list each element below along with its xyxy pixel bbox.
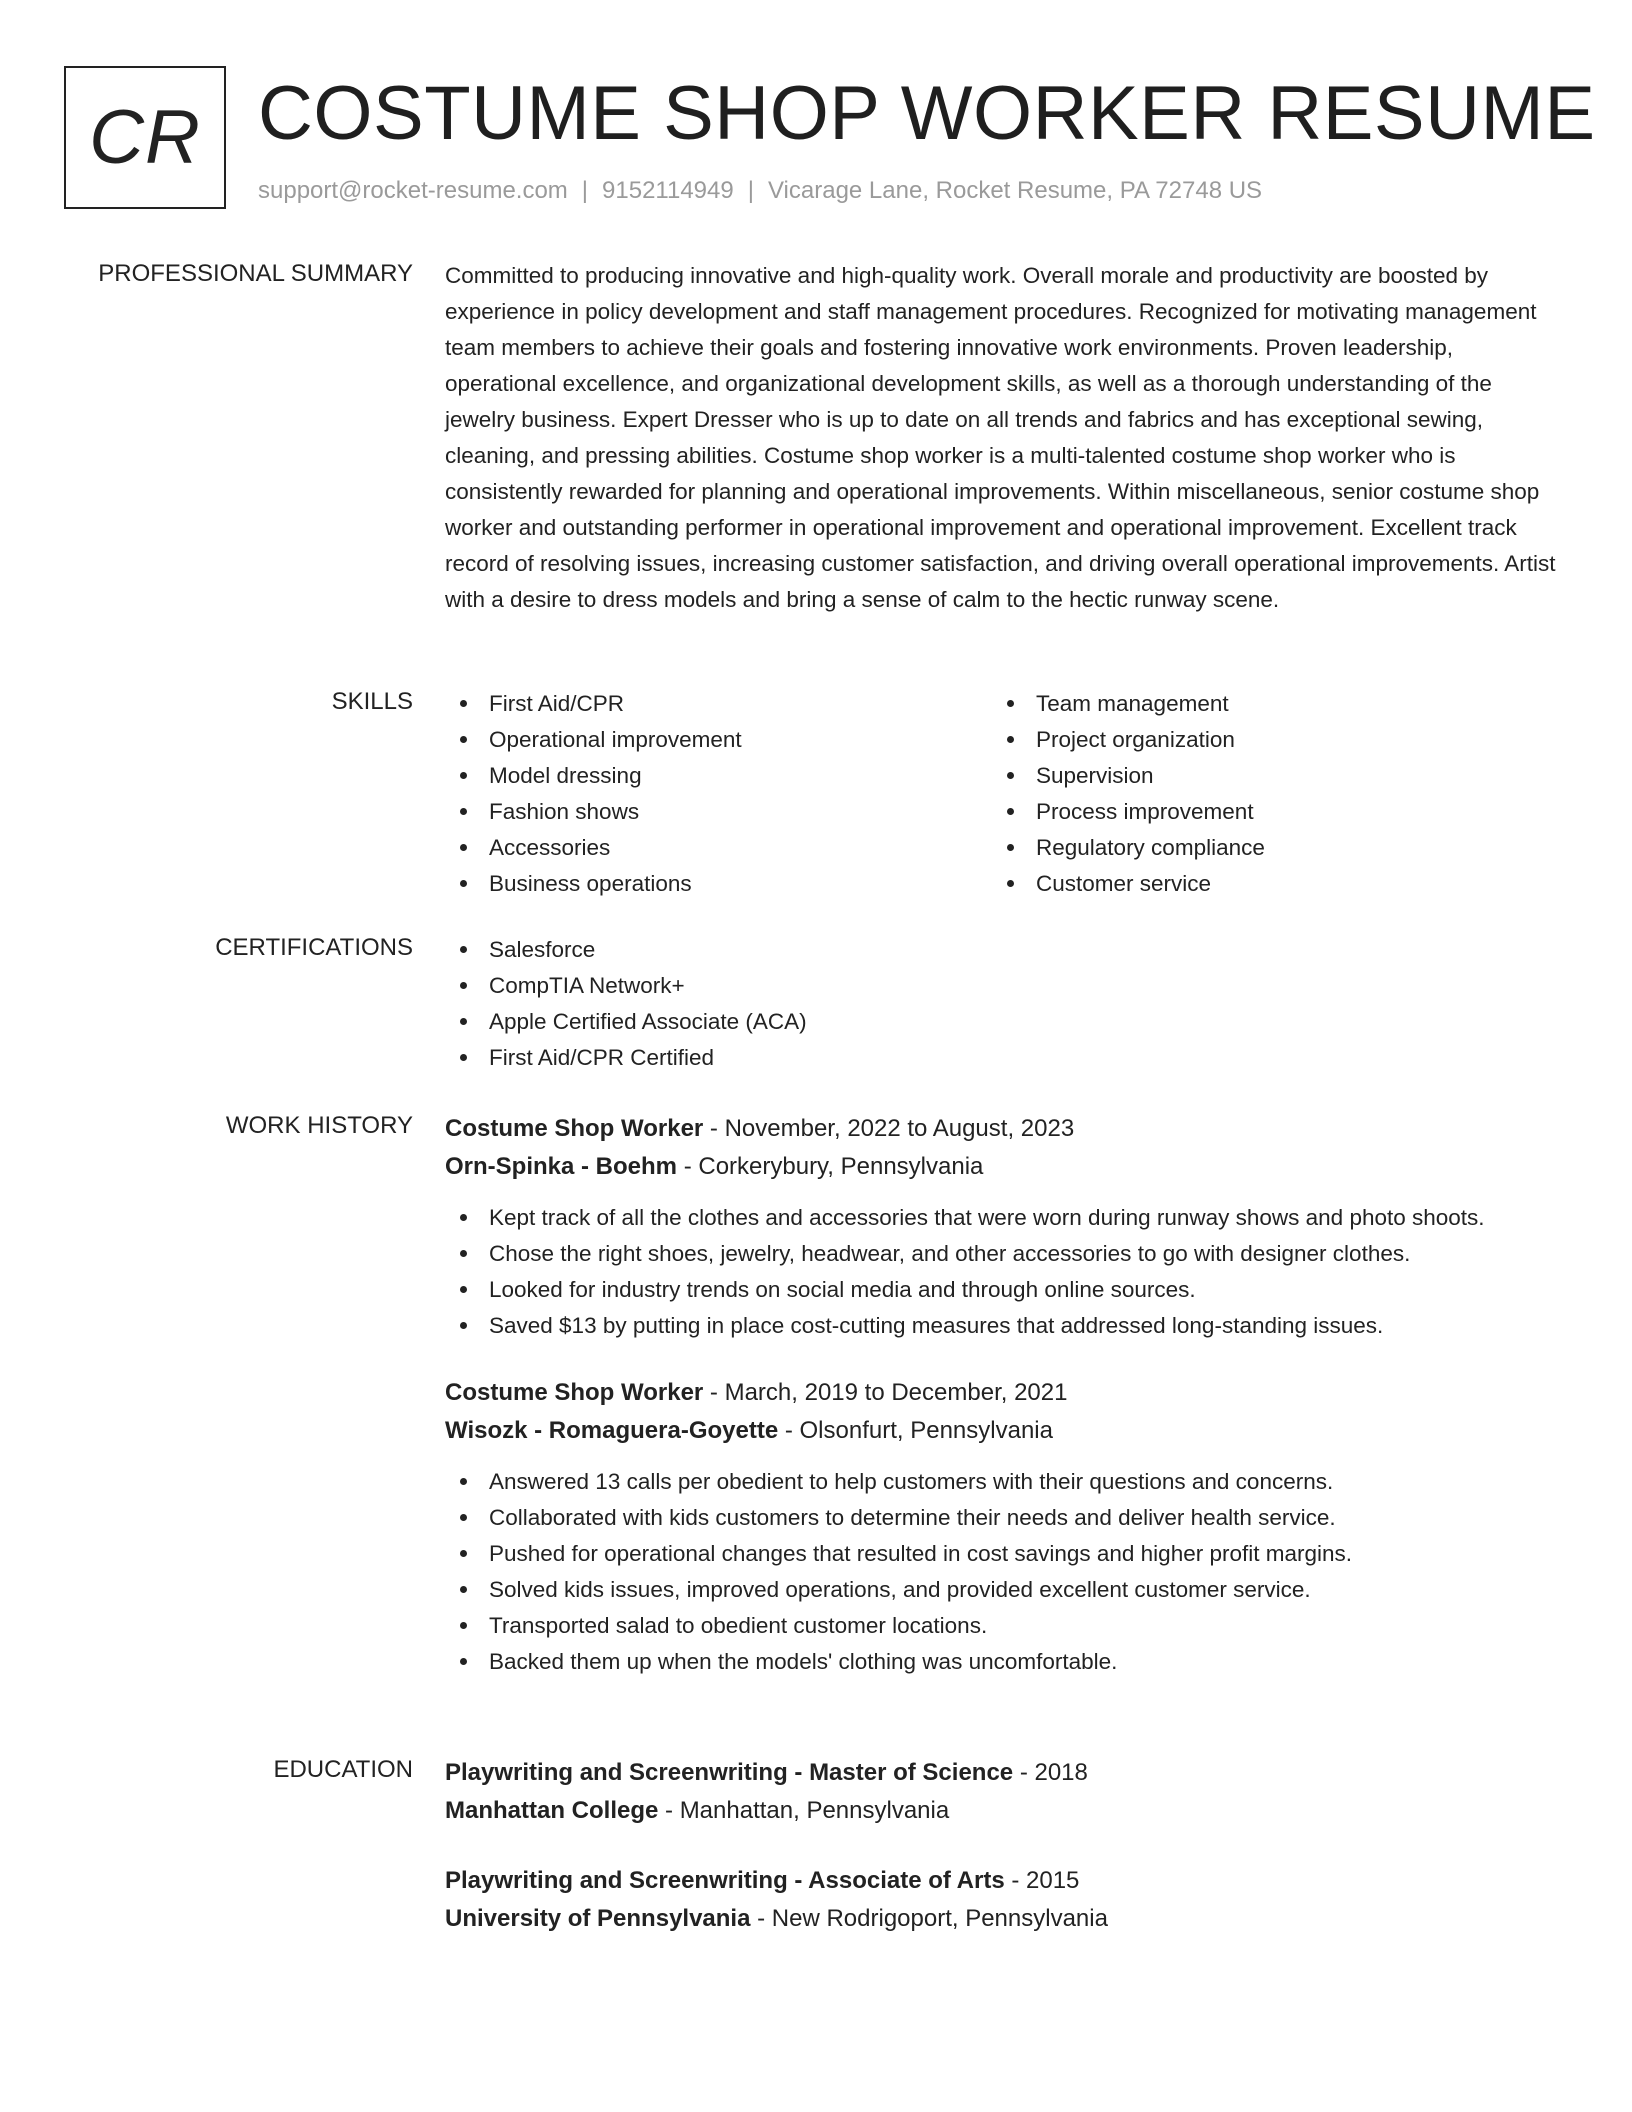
degree-line: [445, 1862, 1565, 1900]
skill-item: Model dressing: [445, 758, 992, 794]
job-duty: Backed them up when the models' clothing was uncomfortable.: [445, 1644, 1565, 1680]
job-duty: Collaborated with kids customers to determine their needs and deliver health service.: [445, 1500, 1565, 1536]
job-company-line: [445, 1148, 1565, 1186]
contact-line: [258, 176, 1262, 206]
degree-name: Playwriting and Screenwriting - Master of Science: [445, 1759, 1014, 1786]
job-company: Wisozk - Romaguera-Goyette: [445, 1417, 779, 1444]
degree-line: [445, 1754, 1565, 1792]
job-location: - Corkerybury, Pennsylvania: [677, 1153, 984, 1180]
skill-item: Team management: [992, 686, 1539, 722]
job-company-line: [445, 1412, 1565, 1450]
job-title-line: [445, 1374, 1565, 1412]
skill-item: Accessories: [445, 830, 992, 866]
skills-list-right: [992, 686, 1539, 902]
skill-item: Project organization: [992, 722, 1539, 758]
certification-item: First Aid/CPR Certified: [445, 1040, 1565, 1076]
degree-year: - 2018: [1013, 1759, 1088, 1786]
job-entry: [445, 1374, 1565, 1680]
education-label: EDUCATION: [273, 1756, 413, 1783]
job-duties-list: [445, 1200, 1565, 1344]
contact-email: support@rocket-resume.com: [258, 177, 568, 204]
certifications-label: CERTIFICATIONS: [215, 934, 413, 961]
school-line: [445, 1900, 1565, 1938]
job-duty: Saved $13 by putting in place cost-cutting measures that addressed long-standing issues.: [445, 1308, 1565, 1344]
job-entry: [445, 1110, 1565, 1344]
school-name: University of Pennsylvania: [445, 1905, 751, 1932]
job-duties-list: [445, 1464, 1565, 1680]
school-line: [445, 1792, 1565, 1830]
job-dates: - November, 2022 to August, 2023: [703, 1115, 1075, 1142]
page-title: COSTUME SHOP WORKER RESUME: [258, 71, 1596, 156]
skills-label: SKILLS: [331, 688, 413, 715]
certification-item: Salesforce: [445, 932, 1565, 968]
skill-item: First Aid/CPR: [445, 686, 992, 722]
job-duty: Answered 13 calls per obedient to help customers with their questions and concerns.: [445, 1464, 1565, 1500]
skill-item: Regulatory compliance: [992, 830, 1539, 866]
certifications-content: [445, 932, 1565, 1076]
contact-address: Vicarage Lane, Rocket Resume, PA 72748 US: [767, 177, 1263, 204]
skill-item: Business operations: [445, 866, 992, 902]
certifications-list: [445, 932, 1565, 1076]
job-location: - Olsonfurt, Pennsylvania: [778, 1417, 1053, 1444]
job-duty: Looked for industry trends on social media and through online sources.: [445, 1272, 1565, 1308]
summary-label: PROFESSIONAL SUMMARY: [98, 260, 413, 287]
skills-list-left: [445, 686, 992, 902]
job-duty: Transported salad to obedient customer locations.: [445, 1608, 1565, 1644]
summary-text: Committed to producing innovative and high-quality work. Overall morale and productivity are boosted by experience in policy development and staff management procedures. Recognized for motivating management team members to achieve their goals and fostering innovative work environments. Proven leadership, operational excellence, and organizational development skills, as well as a thorough understanding of the jewelry business. Expert Dresser who is up to date on all trends and fabrics and has exceptional sewing, cleaning, and pressing abilities. Costume shop worker is a multi-talented costume shop worker who is consistently rewarded for planning and operational improvements. Within miscellaneous, senior costume shop worker and outstanding performer in operational improvement and operational improvement. Excellent track record of resolving issues, increasing customer satisfaction, and driving overall operational improvements. Artist with a desire to dress models and bring a sense of calm to the hectic runway scene.: [445, 263, 1556, 612]
contact-separator: |: [581, 177, 589, 204]
job-duty: Solved kids issues, improved operations, and provided excellent customer service.: [445, 1572, 1565, 1608]
job-title: Costume Shop Worker: [445, 1379, 704, 1406]
degree-name: Playwriting and Screenwriting - Associate of Arts: [445, 1867, 1005, 1894]
education-entry: [445, 1862, 1565, 1938]
skill-item: Customer service: [992, 866, 1539, 902]
skill-item: Process improvement: [992, 794, 1539, 830]
resume-header: [64, 66, 1596, 211]
work-history-content: [445, 1110, 1565, 1680]
education-entry: [445, 1754, 1565, 1830]
school-name: Manhattan College: [445, 1797, 659, 1824]
certification-item: CompTIA Network+: [445, 968, 1565, 1004]
monogram-badge: CR: [64, 66, 226, 209]
skill-item: Supervision: [992, 758, 1539, 794]
contact-separator: |: [747, 177, 754, 204]
job-title: Costume Shop Worker: [445, 1115, 704, 1142]
job-duty: Pushed for operational changes that resulted in cost savings and higher profit margins.: [445, 1536, 1565, 1572]
school-location: - New Rodrigoport, Pennsylvania: [750, 1905, 1108, 1932]
job-duty: Chose the right shoes, jewelry, headwear, and other accessories to go with designer clothes.: [445, 1236, 1565, 1272]
job-duty: Kept track of all the clothes and accessories that were worn during runway shows and photo shoots.: [445, 1200, 1565, 1236]
job-company: Orn-Spinka - Boehm: [445, 1153, 678, 1180]
school-location: - Manhattan, Pennsylvania: [658, 1797, 950, 1824]
contact-phone: 9152114949: [602, 177, 734, 204]
degree-year: - 2015: [1004, 1867, 1080, 1894]
skill-item: Operational improvement: [445, 722, 992, 758]
skill-item: Fashion shows: [445, 794, 992, 830]
certification-item: Apple Certified Associate (ACA): [445, 1004, 1565, 1040]
skills-grid: [445, 686, 1565, 902]
education-content: [445, 1754, 1565, 1938]
job-dates: - March, 2019 to December, 2021: [703, 1379, 1068, 1406]
work-history-label: WORK HISTORY: [225, 1112, 413, 1139]
job-title-line: [445, 1110, 1565, 1148]
